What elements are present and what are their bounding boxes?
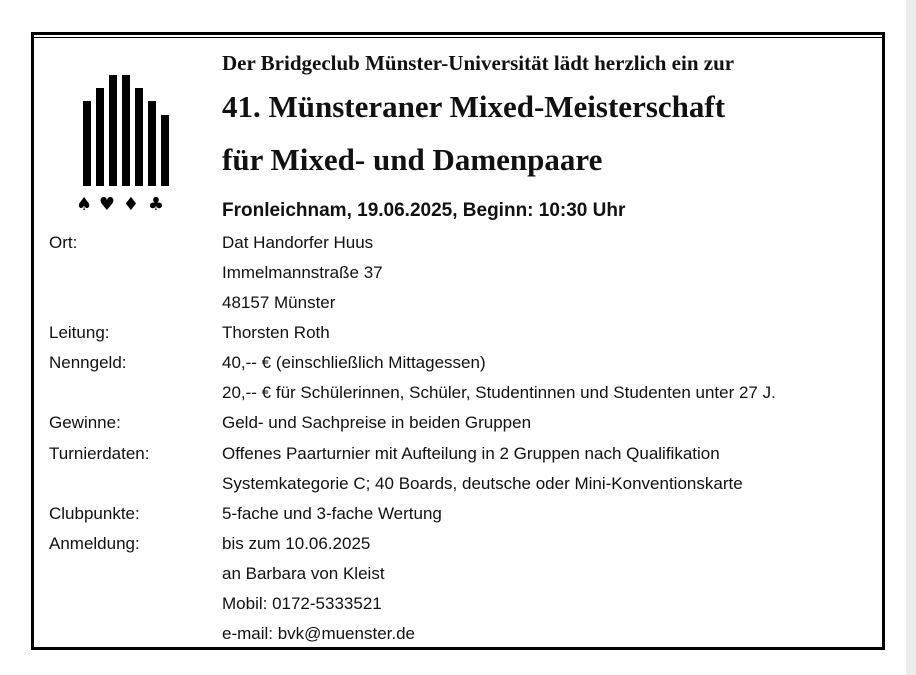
detail-row-email [34,624,882,650]
event-date: Fronleichnam, 19.06.2025, Beginn: 10:30 Uhr [222,200,626,221]
logo-bar [148,101,156,186]
detail-label: Turnierdaten: [49,444,150,463]
detail-row-mobile [34,594,882,620]
detail-row-gewinne [34,413,882,439]
logo-bar [122,75,130,186]
detail-row-city [34,293,882,319]
detail-label: Ort: [49,233,78,252]
logo-bar [109,75,117,186]
detail-label: Clubpunkte: [49,504,140,523]
logo-bar [161,115,169,186]
detail-row-nenngeld-reduced [34,383,882,409]
detail-value: Mobil: 0172-5333521 [222,594,382,613]
detail-row-anmeldung [34,534,882,560]
detail-row-systemkategorie [34,474,882,500]
event-subtitle: für Mixed- und Damenpaare [222,142,603,177]
detail-value: an Barbara von Kleist [222,564,385,583]
detail-value: bis zum 10.06.2025 [222,534,371,553]
scrollbar-track[interactable] [906,0,916,675]
heart-icon: ♥ [98,194,116,215]
detail-value: Immelmannstraße 37 [222,263,383,282]
club-icon: ♣ [147,194,165,215]
invitation-intro: Der Bridgeclub Münster-Universität lädt herzlich ein zur [222,51,735,75]
detail-value: Offenes Paarturnier mit Aufteilung in 2 Gruppen nach Qualifikation [222,444,720,463]
detail-row-clubpunkte [34,504,882,530]
detail-label: Nenngeld: [49,353,127,372]
detail-value: 20,-- € für Schülerinnen, Schüler, Studentinnen und Studenten unter 27 J. [222,383,776,402]
detail-value: 48157 Münster [222,293,336,312]
logo-bar [83,101,91,186]
bridgeclub-logo [76,55,172,215]
spade-icon: ♠ [76,194,93,215]
detail-row-leitung [34,323,882,349]
detail-row-street [34,263,882,289]
logo-bar [96,88,104,186]
detail-value: Systemkategorie C; 40 Boards, deutsche oder Mini-Konventionskarte [222,474,743,493]
detail-label: Leitung: [49,323,110,342]
detail-value: e-mail: bvk@muenster.de [222,624,416,643]
invitation-frame [31,32,885,650]
detail-value: Geld- und Sachpreise in beiden Gruppen [222,413,532,432]
detail-value: 40,-- € (einschließlich Mittagessen) [222,353,486,372]
detail-label: Anmeldung: [49,534,140,553]
detail-row-turnierdaten [34,444,882,470]
frame-double-rule [34,37,882,38]
detail-value: Thorsten Roth [222,323,330,342]
detail-row-ort [34,233,882,259]
detail-label: Gewinne: [49,413,121,432]
detail-value: Dat Handorfer Huus [222,233,374,252]
detail-row-nenngeld [34,353,882,379]
logo-bar [135,88,143,186]
detail-row-contact-name [34,564,882,590]
event-title: 41. Münsteraner Mixed-Meisterschaft [222,89,726,124]
diamond-icon: ♦ [122,194,140,215]
detail-value: 5-fache und 3-fache Wertung [222,504,442,523]
